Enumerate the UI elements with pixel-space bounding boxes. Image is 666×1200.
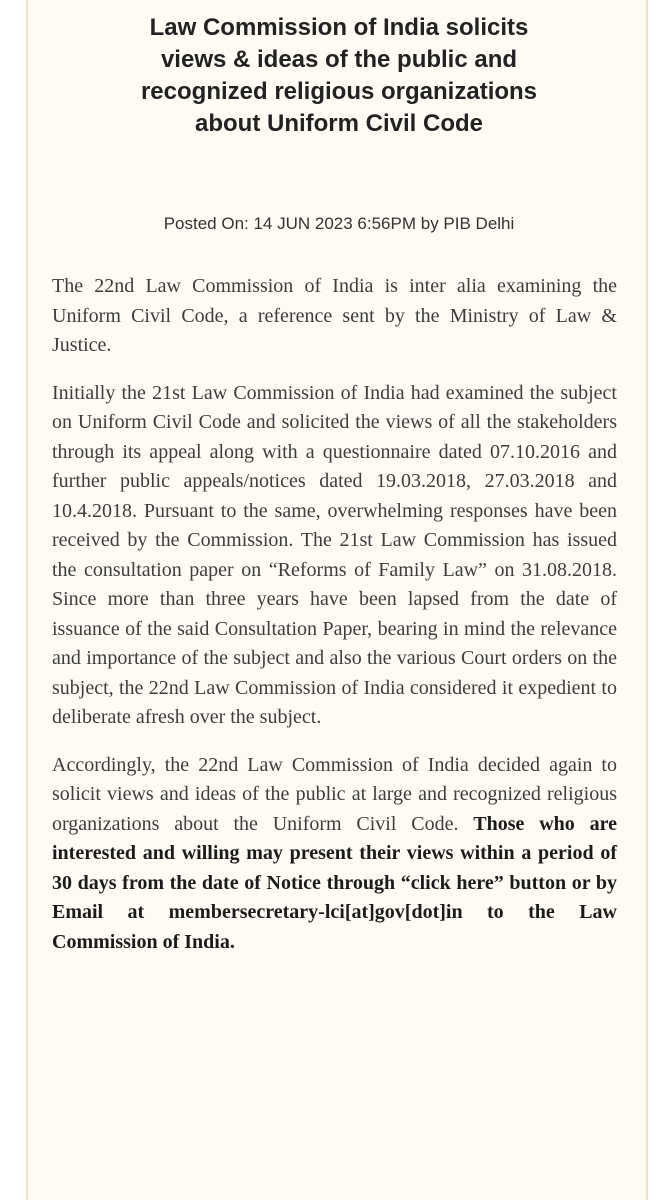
posted-on-line: Posted On: 14 JUN 2023 6:56PM by PIB Delhi xyxy=(163,214,515,233)
article-body xyxy=(52,272,617,975)
paragraph-3 xyxy=(52,751,617,958)
paragraph-3-bold-notice: Those who are interested and willing may present their views within a period of 30 days from the date of Notice through “click here” button or by Email at membersecretary-lci[at]gov[dot]in to the Law Commission of India. xyxy=(52,812,617,953)
paragraph-3-text: Accordingly, the 22nd Law Commission of India decided again to solicit views and ideas of the public at large and recognized religious organizations about the Uniform Civil Code. xyxy=(52,753,617,835)
press-release-panel xyxy=(26,0,648,1200)
paragraph-1: The 22nd Law Commission of India is inter alia examining the Uniform Civil Code, a reference sent by the Ministry of Law & Justice. xyxy=(52,275,617,356)
paragraph-2: Initially the 21st Law Commission of India had examined the subject on Uniform Civil Code and solicited the views of all the stakeholders through its appeal along with a questionnaire dated 07.10.2016 and further public appeals/notices dated 19.03.2018, 27.03.2018 and 10.4.2018. Pursuant to the same, overwhelming responses have been received by the Commission. The 21st Law Commission has issued the consultation paper on “Reforms of Family Law” on 31.08.2018. Since more than three years have been lapsed from the date of issuance of the said Consultation Paper, bearing in mind the relevance and importance of the subject and also the various Court orders on the subject, the 22nd Law Commission of India considered it expedient to deliberate afresh over the subject. xyxy=(52,381,617,728)
page-title: Law Commission of India solicits views & ideas of the public and recognized religious organizations about Uniform Civil Code xyxy=(140,14,538,137)
